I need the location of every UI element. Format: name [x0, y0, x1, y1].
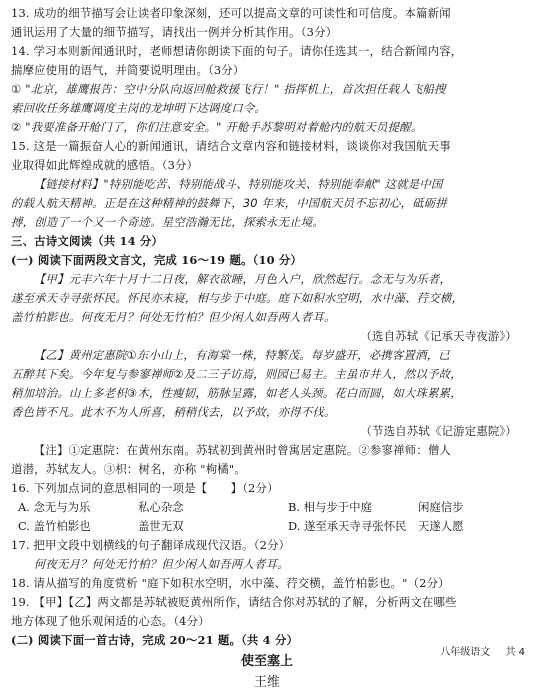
link-material-line-2: 的载人航天精神。正是在这种精神的鼓舞下，30 年来，中国航天员不忘初心，砥砺拼 [11, 196, 447, 210]
question-16-options-row-1 [11, 498, 523, 517]
question-17-stem: 17. 把甲文段中划横线的句子翻译成现代汉语。（2分） [11, 538, 291, 552]
text-yi-line-2: 五醉其下矣。今年复与参寥禅师②及二三子访焉，则园已易主。主虽市井人，然以予故， [11, 367, 462, 381]
text-yi-line-3: 稍加培治。山上多老枳③木，性瘦韧，筋脉呈露，如老人头颈。花白而圆，如大珠累累， [11, 386, 462, 400]
question-18-stem: 18. 请从描写的角度赏析 "庭下如积水空明，水中藻、荇交横，盖竹柏影也。"（2分） [11, 576, 450, 590]
text-yi-line-4: 香色皆不凡。此木不为人所喜，稍稍伐去，以予故，亦得不伐。 [11, 405, 336, 419]
footer-subject: 八年级语文 [440, 647, 491, 658]
annotation-line-2: 道潜，苏轼友人。③枳：树名，亦称 "枸橘"。 [11, 462, 246, 476]
text-jia-line-2: 遂至承天寺寻张怀民。怀民亦未寝，相与步于中庭。庭下如积水空明，水中藻、荇交横， [11, 291, 464, 305]
option-d-word: D. 遂至承天寺寻张怀民 [288, 519, 407, 533]
option-b-compare: 闲庭信步 [418, 500, 464, 514]
text-jia-line-3: 盖竹柏影也。何夜无月？何处无竹柏？但少闲人如吾两人者耳。 [11, 310, 336, 324]
poem-author: 王维 [253, 675, 280, 690]
question-16-stem: 16. 下列加点词的意思相同的一项是【 】（2分） [11, 481, 279, 495]
subsection-2-heading: (二) 阅读下面一首古诗，完成 20～21 题。（共 4 分） [11, 633, 299, 647]
footer-page-count: 共 4 [505, 647, 525, 658]
option-a-compare: 私心杂念 [138, 500, 184, 514]
page-footer [428, 643, 525, 658]
question-14-line-2: 揣摩应使用的语气，并简要说明理由。（3分） [11, 63, 245, 77]
section-3-heading: 三、古诗文阅读（共 14 分） [11, 234, 164, 248]
text-jia-line-1: 【甲】元丰六年十月十二日夜，解衣欲睡，月色入户，欣然起行。念无与为乐者， [33, 272, 452, 286]
text-yi-source: （节选自苏轼《记游定惠院》） [360, 424, 517, 438]
question-14-line-1: 14. 学习本则新闻通讯时，老师想请你朗读下面的句子。请你任选其一，结合新闻内容， [11, 44, 463, 58]
option-a-word: A. 念无与为乐 [18, 500, 91, 514]
question-19-line-1: 19. 【甲】【乙】两文都是苏轼被贬黄州所作，请结合你对苏轼的了解，分析两文在哪些 [11, 595, 457, 609]
link-material-line-1: 【链接材料】"特别能吃苦、特别能战斗、特别能攻关、特别能奉献" 这就是中国 [33, 177, 443, 191]
subsection-1-heading: (一) 阅读下面两段文言文，完成 16～19 题。（10 分） [11, 253, 303, 267]
question-14-sentence-1a: ① "北京，雄鹰报告：空中分队向返回舱救援飞行！" 指挥机上，首次担任载人飞船搜 [11, 82, 446, 96]
option-c-word: C. 盖竹柏影也 [18, 519, 91, 533]
option-b-word: B. 相与步于中庭 [288, 500, 372, 514]
question-14-sentence-2: ② "我要准备开舱门了，你们注意安全。" 开舱手苏黎明对着舱内的航天员提醒。 [11, 120, 423, 134]
question-15-line-2: 业取得如此辉煌成就的感悟。（3分） [11, 158, 199, 172]
question-16-options-row-2 [11, 517, 523, 536]
question-14-sentence-1b: 索回收任务雄鹰调度主岗的龙坤明下达调度口令。 [11, 101, 266, 115]
question-13-line-1: 13. 成功的细节描写会让读者印象深刻，还可以提高文章的可读性和可信度。本篇新闻 [11, 6, 451, 20]
text-yi-line-1: 【乙】黄州定惠院①东小山上，有海棠一株，特繁茂。每岁盛开，必携客置酒，已 [33, 348, 450, 362]
link-material-line-3: 搏，创造了一个又一个奇迹。星空浩瀚无比，探索永无止境。 [11, 215, 324, 229]
annotation-line-1: 【注】①定惠院：在黄州东南。苏轼初到黄州时曾寓居定惠院。②参寥禅师：僧人 [33, 443, 452, 457]
option-d-compare: 天遂人愿 [418, 519, 464, 533]
question-15-line-1: 15. 这是一篇振奋人心的新闻通讯，请结合文章内容和链接材料，谈谈你对我国航天事 [11, 139, 451, 153]
text-jia-source: （选自苏轼《记承天寺夜游》） [360, 329, 517, 343]
question-17-sentence: 何夜无月？何处无竹柏？但少闲人如吾两人者耳。 [33, 557, 289, 571]
option-c-compare: 盖世无双 [138, 519, 184, 533]
question-19-line-2: 地方体现了他乐观闲适的心态。（4分） [11, 614, 210, 628]
poem-title: 使至塞上 [240, 654, 293, 669]
question-13-line-2: 通讯运用了大量的细节描写，请找出一例并分析其作用。（3分） [11, 25, 338, 39]
